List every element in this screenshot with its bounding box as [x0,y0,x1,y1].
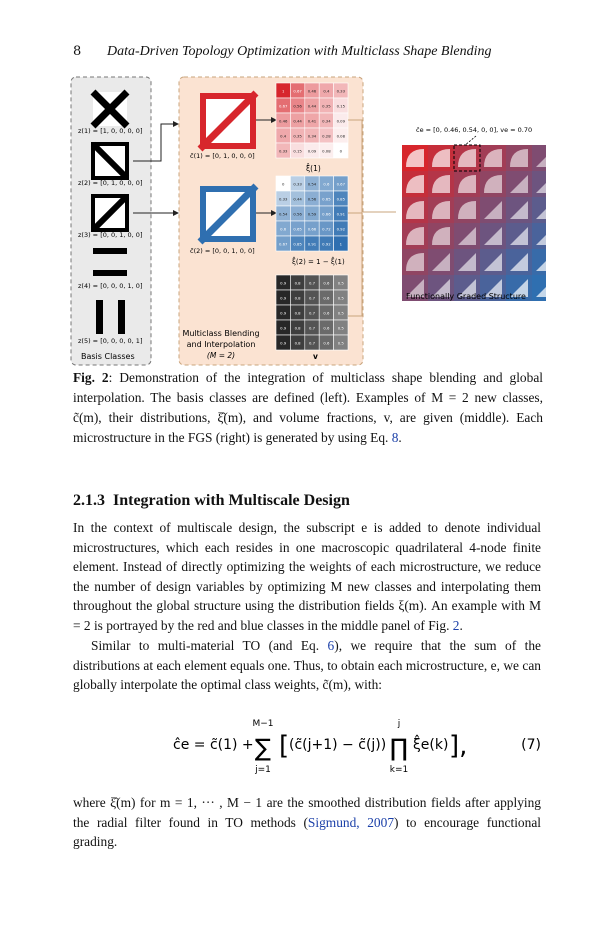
xi1-cell-value: 0.34 [307,133,317,139]
xi2-cell-value: 0.66 [307,226,317,232]
fgs-tile [532,275,546,301]
v-cell-value: 0.9 [280,295,287,301]
basis-label-5: z(5) = [0, 0, 0, 0, 1] [78,337,143,345]
basis-label-2: z(2) = [0, 1, 0, 0, 0] [78,179,143,187]
v-cell-value: 0.6 [323,295,330,301]
eq-number: (7) [521,737,541,753]
xi2-cell-value: 0.54 [278,211,288,217]
v-cell-value: 0.8 [294,340,301,346]
xi1-label: ξ̂(1) [306,164,321,173]
v-cell-value: 0.5 [337,295,344,301]
xi1-cell-value: 0.41 [307,118,317,124]
class-1-shape [200,93,256,149]
caption-label: Fig. 2 [73,370,109,385]
fgs-tile [532,223,546,249]
middle-label-line-1: Multiclass Blending [182,329,260,338]
v-label: v [313,352,318,361]
xi2-cell-value: 0.56 [293,211,302,217]
eq-bracket-close: ], [449,731,468,761]
basis-label-4: z(4) = [0, 0, 0, 1, 0] [78,282,143,290]
caption-end: . [398,430,402,445]
paragraph-3-text-b: ) to encourage functional grading. [73,814,541,849]
xi1-cell-value: 0.67 [278,103,288,109]
xi1-cell-value: 0.35 [322,103,331,109]
caption-text: : Demonstration of the integration of multiclass shape blending and global interpolation. The basis classes are defined (left). Examples of M = 2 new classes, c̃(m), their distributions, ξ̂(m), and volume fractions, v, are given (middle). Each microstructure in the FGS (right) is generated by using Eq. [73,370,543,445]
basis-classes-title: Basis Classes [81,352,135,361]
v-cell-value: 0.6 [323,325,330,331]
v-cell-value: 0.6 [323,310,330,316]
xi1-cell-value: 0.46 [278,118,288,124]
eq-factor: ξ̂e(k) [413,737,449,753]
figure-caption [73,368,543,448]
xi2-cell-value: 0.92 [336,226,346,232]
fgs-tile [532,145,546,171]
section-heading [73,492,358,510]
xi1-cell-value: 1 [281,88,285,94]
xi2-cell-value: 1 [339,241,343,247]
paragraph-1 [73,518,541,635]
class-2-label: c̃(2) = [0, 0, 1, 0, 0] [190,247,255,255]
xi1-cell-value: 0.44 [293,118,302,124]
xi1-cell-value: 0.15 [293,148,302,154]
eq-bracket-open: [ [279,731,290,761]
class-2-shape [200,186,256,242]
xi1-cell-value: 0.08 [322,148,331,154]
section-title: Integration with Multiscale Design [113,492,350,509]
xi1-cell-value: 0.09 [336,118,346,124]
v-cell-value: 0.6 [323,340,330,346]
fgs-tile [532,171,546,197]
v-cell-value: 0.7 [308,340,316,346]
v-cell-value: 0.9 [280,340,287,346]
paragraph-1-text: In the context of multiscale design, the subscript e is added to denote individual microstructures, which each resides in one macroscopic quadrilateral 4-node finite element. Instead of directly optimizing the weights of each microstructure, we reduce the number of design variables by optimizing M new classes and interpolating them throughout the global structure using the distribution fields ξ(m). An example with M = 2 is portrayed by the red and blue classes in the middle panel of Fig. [73,520,541,633]
eq-sum-bottom: j=1 [255,765,271,775]
v-grid [276,275,348,350]
xi1-cell-value: 0.35 [293,133,302,139]
xi2-cell-value: 0 [281,181,285,187]
v-cell-value: 0.5 [337,310,344,316]
page-number: 8 [73,44,82,59]
xi2-cell-value: 0.72 [322,226,331,232]
xi2-cell-value: 0.65 [322,196,331,202]
v-cell-value: 0.8 [294,325,301,331]
v-cell-value: 0.8 [294,280,301,286]
xi2-cell-value: 0.91 [307,241,317,247]
xi2-cell-value: 0.44 [293,196,302,202]
eq-diff: (c̃(j+1) − c̃(j)) [289,737,387,753]
xi1-cell-value: 0.4 [323,88,330,94]
xi1-cell-value: 0.46 [307,88,317,94]
v-cell-value: 0.7 [308,280,316,286]
xi1-cell-value: 0.28 [322,133,331,139]
eq-prod-top: j [397,719,401,729]
eq-sum-top: M−1 [252,719,274,729]
fgs-tile [532,197,546,223]
xi2-cell-value: 0.33 [278,196,288,202]
equation-7 [73,712,543,782]
xi1-cell-value: 0.67 [293,88,302,94]
xi1-cell-value: 0.09 [307,148,317,154]
paragraph-3-text-a: where ξ̂(m) for m = 1, ··· , M − 1 are the smoothed distribution fields after applying the radial filter found in TO methods ( [73,795,541,830]
paragraph-2-text-b: ), we require that the sum of the distributions at each element equals one. Thus, to obtain each microstructure, e, we can globally interpolate the optimal class weights, c̃(m), with: [73,638,541,692]
v-cell-value: 0.9 [280,325,287,331]
basis-shape-3 [93,196,127,230]
v-cell-value: 0.7 [308,310,316,316]
eq-sum-sign: ∑ [254,734,272,762]
fig-ref-link[interactable]: 2 [452,617,460,633]
fgs-grid [402,145,546,301]
xi2-cell-value: 0.85 [293,241,302,247]
eq-ref-link[interactable]: 6 [327,638,335,653]
xi1-cell-value: 0.34 [322,118,331,124]
xi2-cell-value: 0.67 [278,241,288,247]
middle-label-line-2: and Interpolation [186,340,256,349]
xi1-cell-value: 0.33 [336,88,346,94]
eq-prod-bottom: k=1 [389,765,409,775]
basis-shape-2 [93,144,127,178]
middle-label-line-3: (M = 2) [206,351,236,360]
citation-link[interactable]: Sigmund, 2007 [307,814,395,830]
basis-shape-1 [93,92,127,126]
xi2-cell-value: 0.33 [293,181,302,187]
fgs-tile [532,249,546,275]
xi1-cell-value: 0.56 [293,103,302,109]
v-cell-value: 0.7 [308,325,316,331]
v-cell-value: 0.9 [280,280,287,286]
xi1-cell-value: 0.08 [336,133,346,139]
section-number: 2.1.3 [73,492,105,509]
v-cell-value: 0.6 [323,280,330,286]
class-1-label: c̃(1) = [0, 1, 0, 0, 0] [190,152,255,160]
figure-2 [66,72,546,368]
xi2-cell-value: 0.67 [336,181,346,187]
xi1-cell-value: 0.33 [278,148,288,154]
xi2-cell-value: 0.92 [322,241,331,247]
xi2-cell-value: 0.59 [307,211,317,217]
xi2-cell-value: 0.66 [322,211,331,217]
v-cell-value: 0.5 [337,280,344,286]
paragraph-2 [73,636,541,695]
eq-lhs: ĉe = c̃(1) + [173,737,254,753]
xi2-cell-value: 0.91 [336,211,346,217]
fgs-label: Functionally Graded Structure [406,292,526,301]
xi2-grid [276,176,348,251]
xi1-cell-value: 0 [339,148,343,154]
v-cell-value: 0.8 [294,295,301,301]
caption-eq-ref[interactable]: 8 [391,430,399,445]
v-cell-value: 0.5 [337,340,344,346]
running-title: Data-Driven Topology Optimization with Multiclass Shape Blending [107,44,492,59]
v-cell-value: 0.7 [308,295,316,301]
fgs-annotation: ĉe = [0, 0.46, 0.54, 0, 0], ve = 0.70 [416,126,533,134]
xi1-cell-value: 0.15 [336,103,346,109]
basis-label-1: z(1) = [1, 0, 0, 0, 0] [78,127,143,135]
xi2-cell-value: 0.85 [336,196,346,202]
xi1-grid [276,83,348,158]
xi2-cell-value: 0.54 [307,181,317,187]
eq-prod-sign: ∏ [389,734,409,762]
paragraph-2-text-a: Similar to multi-material TO (and Eq. [91,638,328,653]
xi2-cell-value: 0.6 [323,181,330,187]
basis-label-3: z(3) = [0, 0, 1, 0, 0] [78,231,143,239]
xi1-cell-value: 0.4 [280,133,287,139]
xi2-cell-value: 0.6 [280,226,287,232]
xi2-cell-value: 0.56 [307,196,317,202]
xi2-cell-value: 0.65 [293,226,302,232]
xi1-cell-value: 0.44 [307,103,317,109]
paragraph-3 [73,793,541,852]
v-cell-value: 0.9 [280,310,287,316]
v-cell-value: 0.5 [337,325,344,331]
v-cell-value: 0.8 [294,310,301,316]
xi2-label: ξ̂(2) = 1 − ξ̂(1) [292,258,345,266]
paragraph-1-end: . [459,617,463,633]
